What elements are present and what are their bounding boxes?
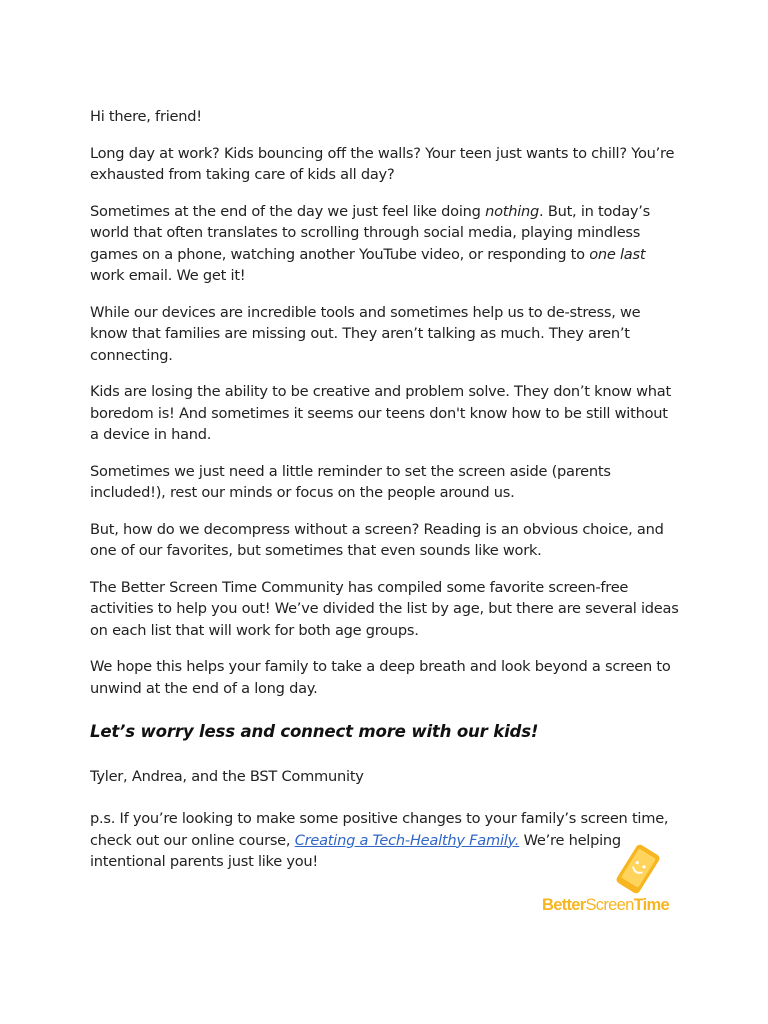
postscript-text: We’re helping intentional parents just like you! xyxy=(90,831,621,870)
paragraph-decompress: But, how do we decompress without a screen? Reading is an obvious choice, and one of our favorites, but sometimes that even sounds like work. xyxy=(90,520,664,559)
signature: Tyler, Andrea, and the BST Community xyxy=(90,767,364,785)
course-link[interactable]: Creating a Tech-Healthy Family. xyxy=(294,831,520,849)
logo-word-time: Time xyxy=(633,896,669,914)
paragraph-text: work email. We get it! xyxy=(90,267,246,284)
logo-word-better: Better xyxy=(542,896,586,914)
postscript-text: p.s. If you’re looking to make some positive changes to your family’s screen time, check out our online course, xyxy=(90,810,669,849)
paragraph-community: The Better Screen Time Community has compiled some favorite screen-free activities to help you out! We’ve divided the list by age, but there are several ideas on each list that will work for both age groups. xyxy=(90,578,679,639)
tagline: Let’s worry less and connect more with our kids! xyxy=(90,722,539,741)
logo-wordmark xyxy=(542,896,669,915)
paragraph-reminder: Sometimes we just need a little reminder to set the screen aside (parents included!), rest our minds or focus on the people around us. xyxy=(90,462,611,501)
better-screen-time-logo xyxy=(542,840,682,916)
emphasis-one-last: one last xyxy=(589,245,646,263)
paragraph-text: . But, in today’s world that often translates to scrolling through social media, playing mindless games on a phone, watching another YouTube video, or responding to xyxy=(90,202,651,263)
smiling-phone-icon xyxy=(610,840,666,898)
paragraph-nothing xyxy=(90,201,680,287)
paragraph-hope: We hope this helps your family to take a deep breath and look beyond a screen to unwind at the end of a long day. xyxy=(90,658,671,697)
paragraph-devices: While our devices are incredible tools and sometimes help us to de-stress, we know that families are missing out. They aren’t talking as much. They aren’t connecting. xyxy=(90,303,641,364)
logo-word-screen: Screen xyxy=(585,896,634,914)
letter-body xyxy=(90,106,680,888)
emphasis-nothing: nothing xyxy=(485,202,540,220)
paragraph-creativity: Kids are losing the ability to be creative and problem solve. They don’t know what boredom is! And sometimes it seems our teens don't know how to be still without a device in hand. xyxy=(90,383,671,443)
paragraph-text: Sometimes at the end of the day we just feel like doing xyxy=(90,202,486,220)
paragraph-long-day: Long day at work? Kids bouncing off the walls? Your teen just wants to chill? You’re exhausted from taking care of kids all day? xyxy=(90,144,675,183)
greeting: Hi there, friend! xyxy=(90,108,202,125)
